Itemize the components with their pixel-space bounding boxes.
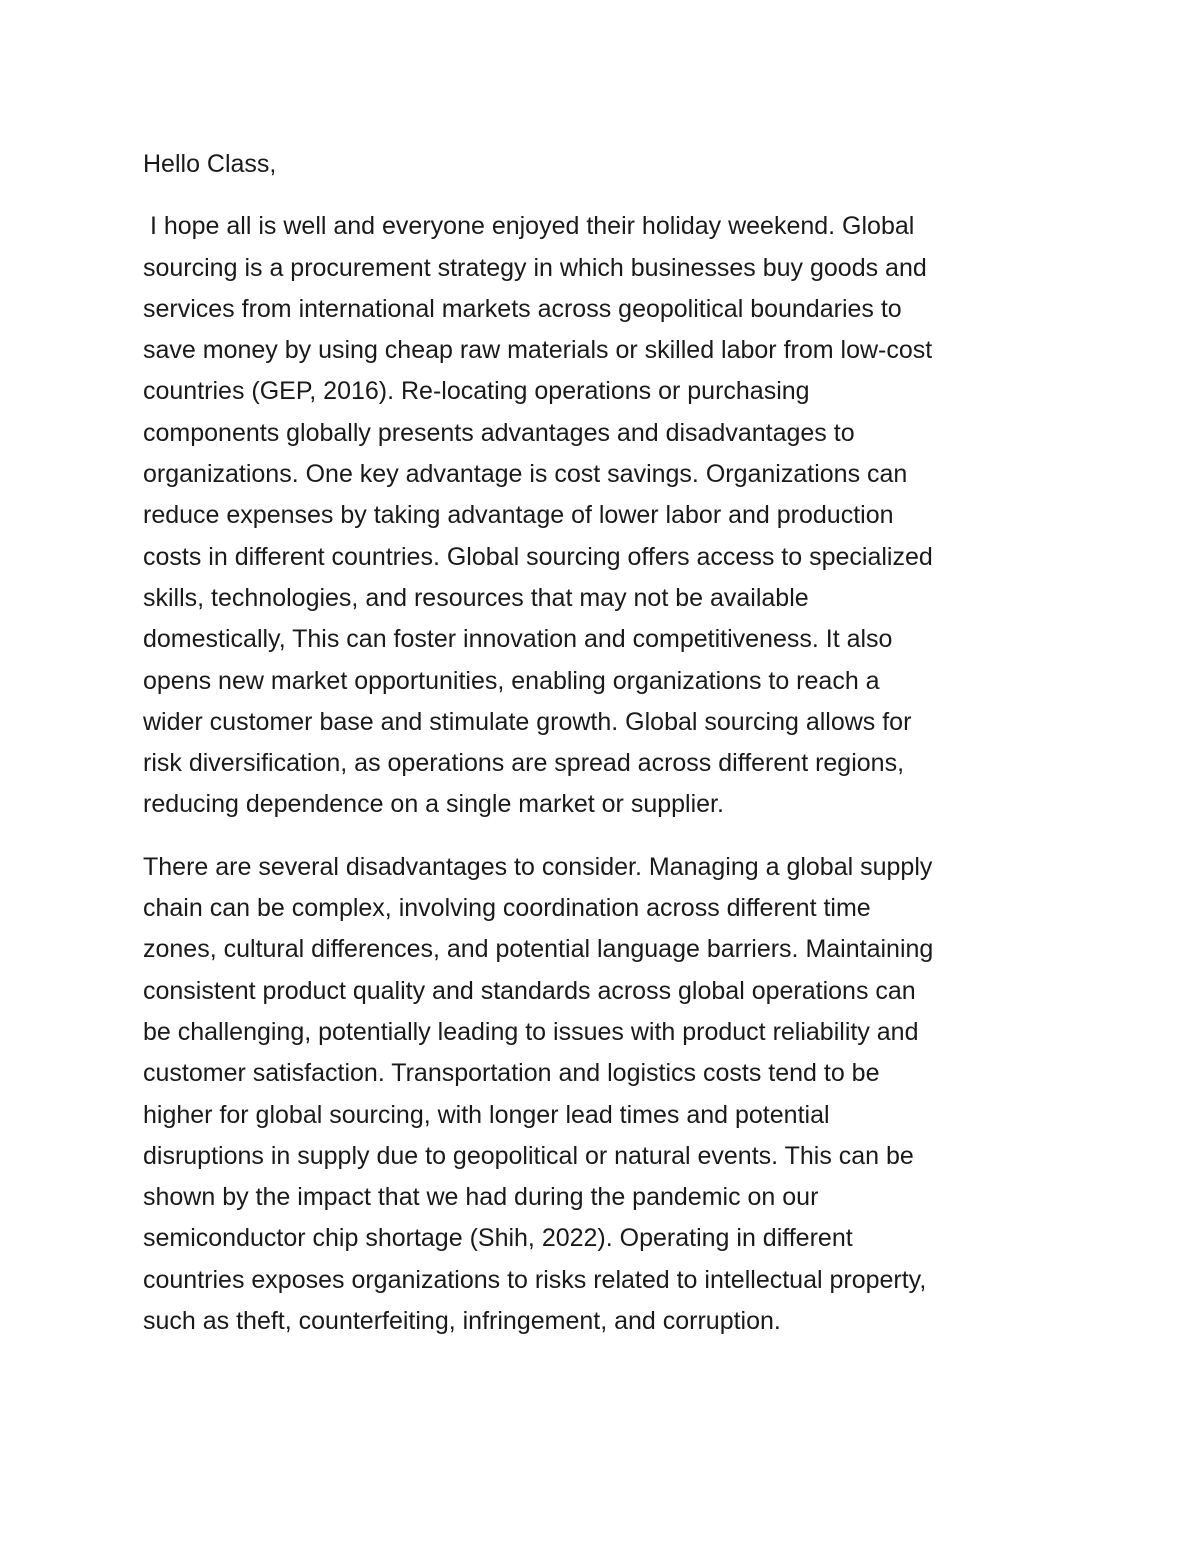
paragraph-line: countries (GEP, 2016). Re-locating operations or purchasing — [143, 377, 810, 406]
paragraph-line: chain can be complex, involving coordination across different time — [143, 894, 871, 923]
paragraph-line: services from international markets across geopolitical boundaries to — [143, 294, 902, 323]
paragraph-line: semiconductor chip shortage (Shih, 2022). Operating in different — [143, 1224, 853, 1253]
paragraph-line: components globally presents advantages and disadvantages to — [143, 418, 855, 447]
paragraph-1 — [143, 206, 1063, 825]
paragraph-line: I hope all is well and everyone enjoyed their holiday weekend. Global — [143, 212, 915, 241]
paragraph-line: disruptions in supply due to geopolitical or natural events. This can be — [143, 1141, 914, 1170]
paragraph-line: reduce expenses by taking advantage of lower labor and production — [143, 501, 894, 530]
paragraph-line: costs in different countries. Global sourcing offers access to specialized — [143, 542, 933, 571]
paragraph-line: skills, technologies, and resources that may not be available — [143, 583, 809, 612]
paragraph-line: shown by the impact that we had during the pandemic on our — [143, 1183, 819, 1212]
paragraph-line: customer satisfaction. Transportation and logistics costs tend to be — [143, 1059, 880, 1088]
paragraph-line: save money by using cheap raw materials or skilled labor from low-cost — [143, 336, 933, 365]
paragraph-line: domestically, This can foster innovation and competitiveness. It also — [143, 625, 893, 654]
paragraph-line: sourcing is a procurement strategy in which businesses buy goods and — [143, 253, 927, 282]
paragraph-2 — [143, 847, 1063, 1343]
paragraph-line: be challenging, potentially leading to issues with product reliability and — [143, 1017, 919, 1046]
paragraph-line: wider customer base and stimulate growth. Global sourcing allows for — [143, 707, 912, 736]
paragraph-line: such as theft, counterfeiting, infringement, and corruption. — [143, 1307, 781, 1336]
paragraph-line: higher for global sourcing, with longer lead times and potential — [143, 1100, 830, 1129]
paragraph-line: consistent product quality and standards across global operations can — [143, 976, 916, 1005]
greeting: Hello Class, — [143, 150, 277, 178]
paragraph-line: organizations. One key advantage is cost savings. Organizations can — [143, 460, 908, 489]
paragraph-line: countries exposes organizations to risks related to intellectual property, — [143, 1265, 927, 1294]
paragraph-line: risk diversification, as operations are spread across different regions, — [143, 749, 905, 778]
document-body — [143, 144, 1063, 1363]
paragraph-line: opens new market opportunities, enabling organizations to reach a — [143, 666, 880, 695]
paragraph-line: reducing dependence on a single market or supplier. — [143, 790, 724, 819]
paragraph-line: There are several disadvantages to consider. Managing a global supply — [143, 852, 933, 881]
paragraph-line: zones, cultural differences, and potential language barriers. Maintaining — [143, 935, 934, 964]
